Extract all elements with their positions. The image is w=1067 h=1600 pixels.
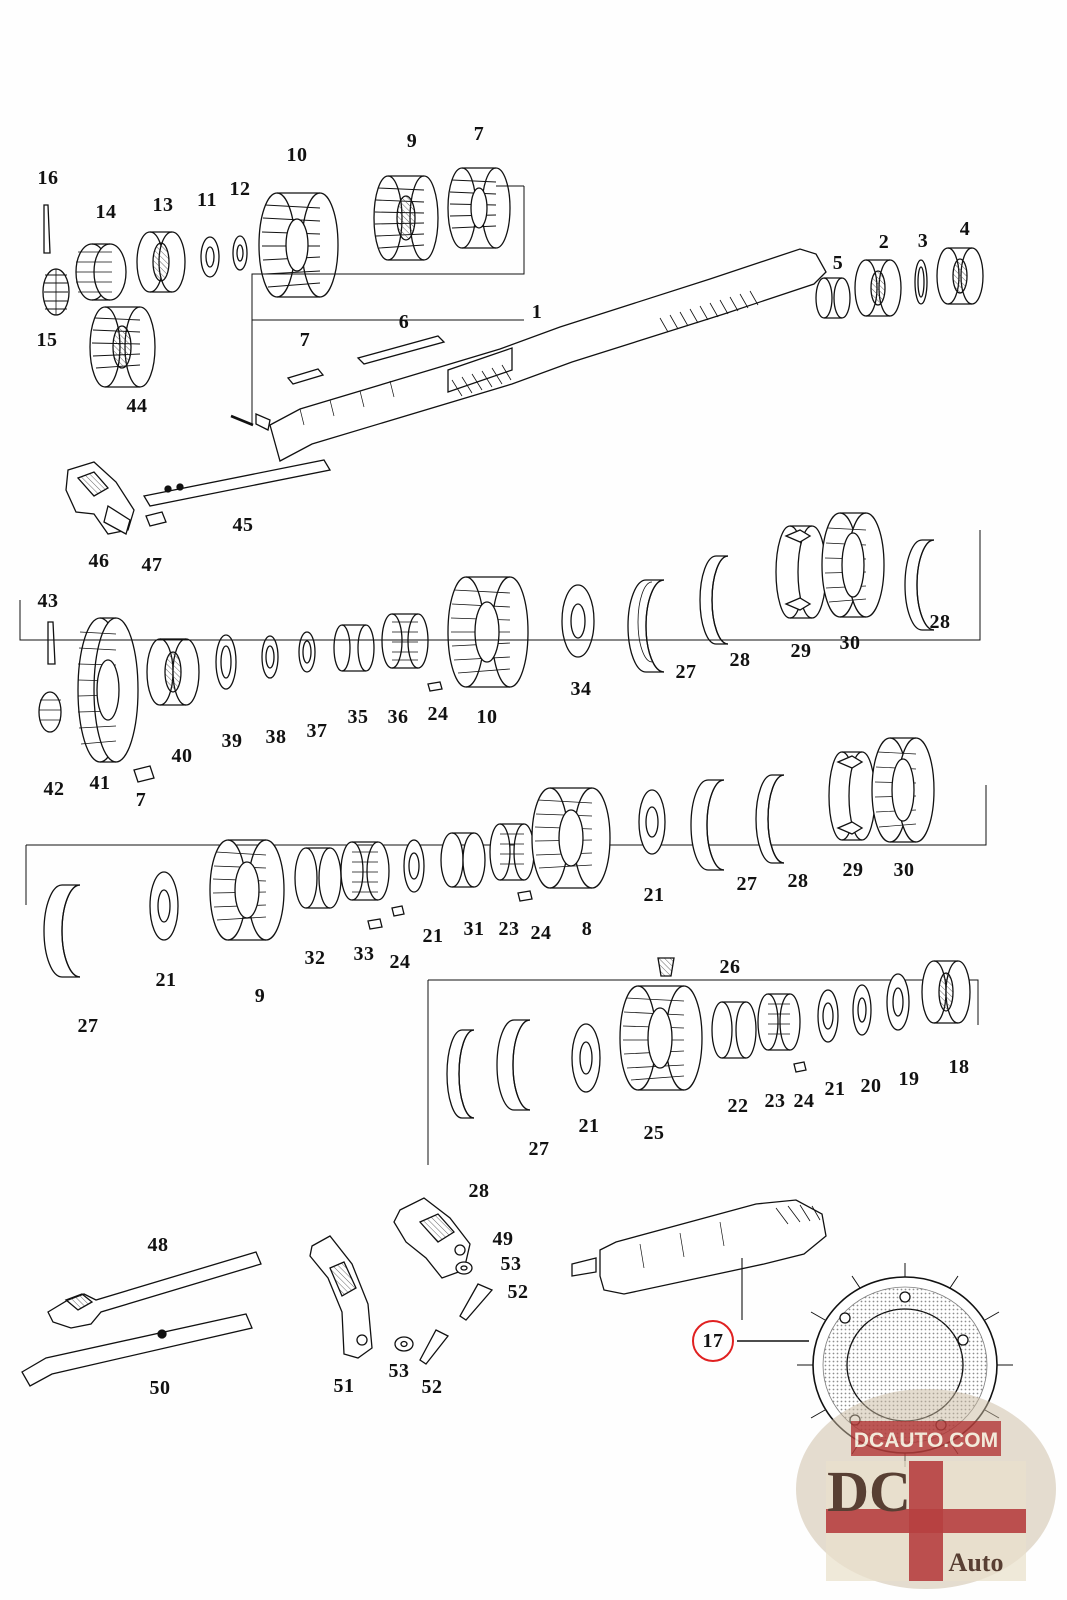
callout-number-42: 42 [43, 778, 65, 800]
callout-number-3: 3 [917, 230, 929, 252]
callout-number-23a: 23 [498, 918, 520, 940]
callout-number-16: 16 [37, 167, 59, 189]
callout-number-28d: 28 [468, 1180, 490, 1202]
callout-number-35: 35 [347, 706, 369, 728]
watermark-main-text: DC [827, 1459, 911, 1524]
callout-number-18: 18 [948, 1056, 970, 1078]
callout-number-21c: 21 [643, 884, 665, 906]
callout-number-30b: 30 [893, 859, 915, 881]
callout-number-21a: 21 [155, 969, 177, 991]
callout-number-37: 37 [306, 720, 328, 742]
callout-number-40: 40 [171, 745, 193, 767]
callout-number-41: 41 [89, 772, 111, 794]
callout-number-6: 6 [398, 311, 410, 333]
callout-number-46: 46 [88, 550, 110, 572]
callout-number-45: 45 [232, 514, 254, 536]
callout-number-23b: 23 [764, 1090, 786, 1112]
callout-number-50: 50 [149, 1377, 171, 1399]
callout-number-25: 25 [643, 1122, 665, 1144]
callout-number-28b: 28 [929, 611, 951, 633]
callout-number-24b: 24 [389, 951, 411, 973]
callout-number-29b: 29 [842, 859, 864, 881]
callout-number-28c: 28 [787, 870, 809, 892]
callout-number-32: 32 [304, 947, 326, 969]
callout-number-52b: 52 [421, 1376, 443, 1398]
callout-number-27d: 27 [528, 1138, 550, 1160]
callout-number-13: 13 [152, 194, 174, 216]
callout-number-8: 8 [581, 918, 593, 940]
watermark-sub-text: Auto [948, 1548, 1004, 1577]
callout-number-5: 5 [832, 252, 844, 274]
callout-number-10a: 10 [286, 144, 308, 166]
callout-number-49: 49 [492, 1228, 514, 1250]
watermark-top-text: DCAUTO.COM [853, 1429, 999, 1452]
callout-number-53b: 53 [388, 1360, 410, 1382]
callout-number-47: 47 [141, 554, 163, 576]
callout-number-27b: 27 [77, 1015, 99, 1037]
callout-number-34: 34 [570, 678, 592, 700]
callout-number-53a: 53 [500, 1253, 522, 1275]
callout-number-31: 31 [463, 918, 485, 940]
callout-number-24d: 24 [793, 1090, 815, 1112]
callout-number-22: 22 [727, 1095, 749, 1117]
callout-number-48: 48 [147, 1234, 169, 1256]
callout-number-38: 38 [265, 726, 287, 748]
callout-number-51: 51 [333, 1375, 355, 1397]
callout-number-11: 11 [197, 189, 217, 211]
callout-number-15: 15 [36, 329, 58, 351]
callout-number-27a: 27 [675, 661, 697, 683]
callout-number-27c: 27 [736, 873, 758, 895]
callout-number-17: 17 [702, 1330, 724, 1352]
callout-number-14: 14 [95, 201, 117, 223]
callout-number-24c: 24 [530, 922, 552, 944]
callout-number-9a: 9 [406, 130, 418, 152]
callout-number-33: 33 [353, 943, 375, 965]
callout-number-44: 44 [126, 395, 148, 417]
callout-number-24a: 24 [427, 703, 449, 725]
callout-number-4: 4 [959, 218, 971, 240]
callout-number-19: 19 [898, 1068, 920, 1090]
callout-number-28a: 28 [729, 649, 751, 671]
callout-number-21d: 21 [578, 1115, 600, 1137]
callout-number-21b: 21 [422, 925, 444, 947]
callout-number-2: 2 [878, 231, 890, 253]
callout-number-39: 39 [221, 730, 243, 752]
callout-number-36: 36 [387, 706, 409, 728]
callout-number-26: 26 [719, 956, 741, 978]
callout-number-21e: 21 [824, 1078, 846, 1100]
callout-number-7b: 7 [299, 329, 311, 351]
callout-number-12: 12 [229, 178, 251, 200]
callout-number-43: 43 [37, 590, 59, 612]
callout-number-20: 20 [860, 1075, 882, 1097]
callout-number-10b: 10 [476, 706, 498, 728]
callout-number-52a: 52 [507, 1281, 529, 1303]
callout-number-7c: 7 [135, 789, 147, 811]
callout-number-7a: 7 [473, 123, 485, 145]
callout-number-30a: 30 [839, 632, 861, 654]
callout-number-1: 1 [531, 301, 543, 323]
callout-number-9b: 9 [254, 985, 266, 1007]
callout-number-29a: 29 [790, 640, 812, 662]
dcauto-watermark [791, 1381, 1061, 1596]
